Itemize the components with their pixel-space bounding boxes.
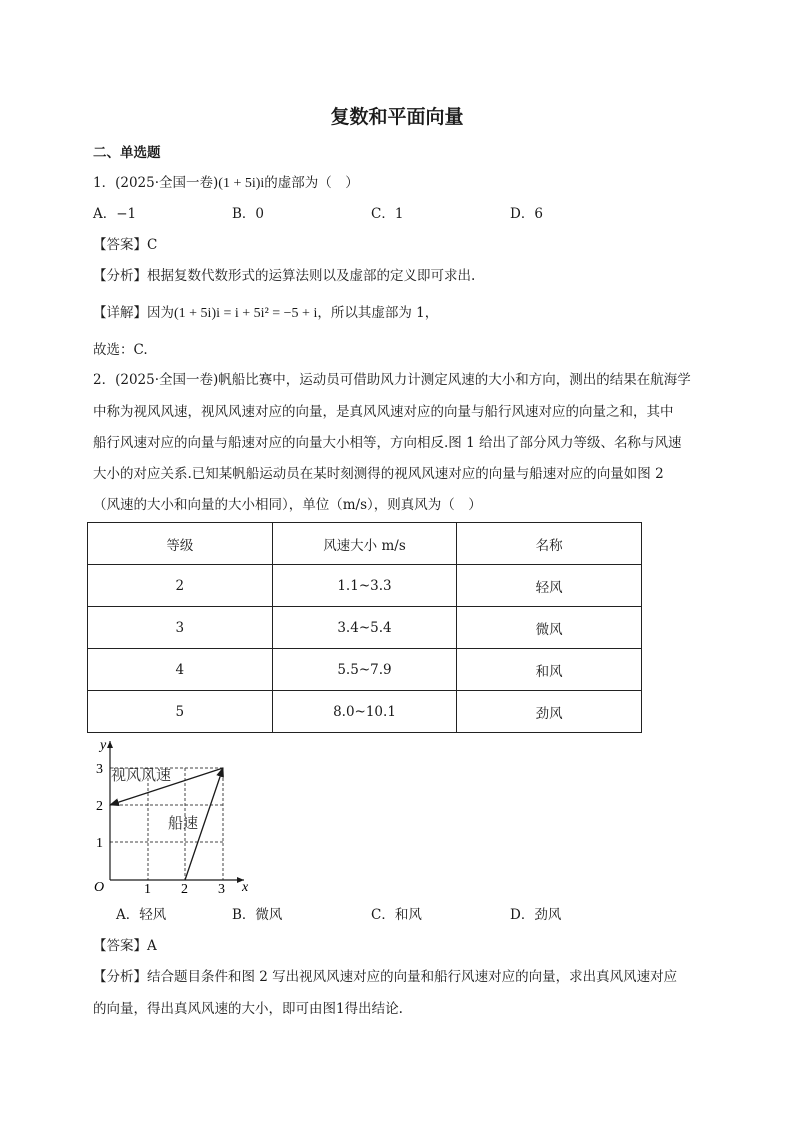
table-cell: 1.1~3.3 xyxy=(272,565,457,607)
table-cell: 微风 xyxy=(457,607,642,649)
q2-stem-line-5: （风速的大小和向量的大小相同），单位（m/s），则真风为（ ） xyxy=(93,497,482,513)
vector-figure xyxy=(84,733,264,895)
x-tick-label: 3 xyxy=(218,882,225,895)
q1-conclusion: 故选：C. xyxy=(93,342,148,358)
q1-analysis-text: 根据复数代数形式的运算法则以及虚部的定义即可求出. xyxy=(147,268,476,284)
q2-option-c: C．和风 xyxy=(371,907,422,923)
table-row xyxy=(88,607,642,649)
origin-label: O xyxy=(94,880,105,895)
table-header-cell: 名称 xyxy=(457,523,642,565)
table-cell: 3.4~5.4 xyxy=(272,607,457,649)
q1-option-c: C．1 xyxy=(371,206,404,222)
q2-analysis-text: 结合题目条件和图 2 写出视风风速对应的向量和船行风速对应的向量，求出真风风速对应 xyxy=(147,969,678,985)
q1-detail xyxy=(93,303,438,324)
q2-analysis-line-1 xyxy=(93,967,677,987)
q2-stem-line-1: 2．(2025·全国一卷)帆船比赛中，运动员可借助风力计测定风速的大小和方向，测出的结果在航海学 xyxy=(93,372,691,388)
table-cell: 劲风 xyxy=(457,691,642,733)
table-row xyxy=(88,565,642,607)
table-row xyxy=(88,649,642,691)
q2-answer: 【答案】A xyxy=(93,938,157,954)
y-tick-label: 2 xyxy=(96,799,103,814)
page-title: 复数和平面向量 xyxy=(330,106,464,128)
x-tick-label: 2 xyxy=(181,882,188,895)
q2-analysis-line-2: 的向量，得出真风风速的大小，即可由图1得出结论. xyxy=(93,1001,403,1017)
y-tick-label: 1 xyxy=(96,836,103,851)
table-cell: 5 xyxy=(88,691,273,733)
q2-option-d: D．劲风 xyxy=(510,907,562,923)
table-row xyxy=(88,691,642,733)
q2-stem-line-2: 中称为视风风速，视风风速对应的向量，是真风风速对应的向量与船行风速对应的向量之和，其中 xyxy=(93,404,674,420)
section-heading: 二、单选题 xyxy=(93,145,161,161)
table-cell: 4 xyxy=(88,649,273,691)
table-cell: 5.5~7.9 xyxy=(272,649,457,691)
q1-stem-expression: (1 + 5i)i xyxy=(218,176,265,191)
q1-detail-prefix: 因为 xyxy=(147,305,174,321)
y-axis-label: y xyxy=(100,738,107,753)
table-header-row xyxy=(88,523,642,565)
q1-option-d: D．6 xyxy=(510,206,543,222)
table-cell: 轻风 xyxy=(457,565,642,607)
q1-stem xyxy=(93,173,359,194)
table-header-cell: 风速大小 m/s xyxy=(272,523,457,565)
x-axis-label: x xyxy=(242,880,249,895)
q1-stem-prefix: 1．(2025·全国一卷) xyxy=(93,175,219,191)
apparent-wind-label: 视风风速 xyxy=(111,768,172,784)
q1-analysis-label: 【分析】 xyxy=(93,268,147,284)
table-header-cell: 等级 xyxy=(88,523,273,565)
grid-lines xyxy=(110,768,223,880)
q1-detail-label: 【详解】 xyxy=(93,305,147,321)
q2-option-b: B．微风 xyxy=(232,907,283,923)
q2-analysis-label: 【分析】 xyxy=(93,969,147,985)
q2-stem-line-4: 大小的对应关系.已知某帆船运动员在某时刻测得的视风风速对应的向量与船速对应的向量如图 2 xyxy=(93,466,664,482)
table-cell: 3 xyxy=(88,607,273,649)
q2-option-a: A．轻风 xyxy=(116,907,167,923)
table-cell: 8.0~10.1 xyxy=(272,691,457,733)
wind-scale-table xyxy=(87,522,642,733)
y-tick-label: 3 xyxy=(96,762,103,777)
boat-speed-label: 船速 xyxy=(168,816,199,832)
q1-analysis xyxy=(93,266,475,286)
q1-detail-suffix: ，所以其虚部为 1， xyxy=(317,305,439,321)
q1-stem-suffix: 的虚部为（ ） xyxy=(264,175,359,191)
x-tick-label: 1 xyxy=(144,882,151,895)
q1-option-a: A．−1 xyxy=(93,206,137,222)
q2-stem-line-3: 船行风速对应的向量与船速对应的向量大小相等，方向相反.图 1 给出了部分风力等级、名称与风速 xyxy=(93,435,682,451)
y-axis-arrow-icon xyxy=(107,741,113,748)
table-cell: 2 xyxy=(88,565,273,607)
q1-answer: 【答案】C xyxy=(93,237,158,253)
q1-detail-expression: (1 + 5i)i = i + 5i² = −5 + i xyxy=(174,306,318,321)
q1-option-b: B．0 xyxy=(232,206,265,222)
table-cell: 和风 xyxy=(457,649,642,691)
